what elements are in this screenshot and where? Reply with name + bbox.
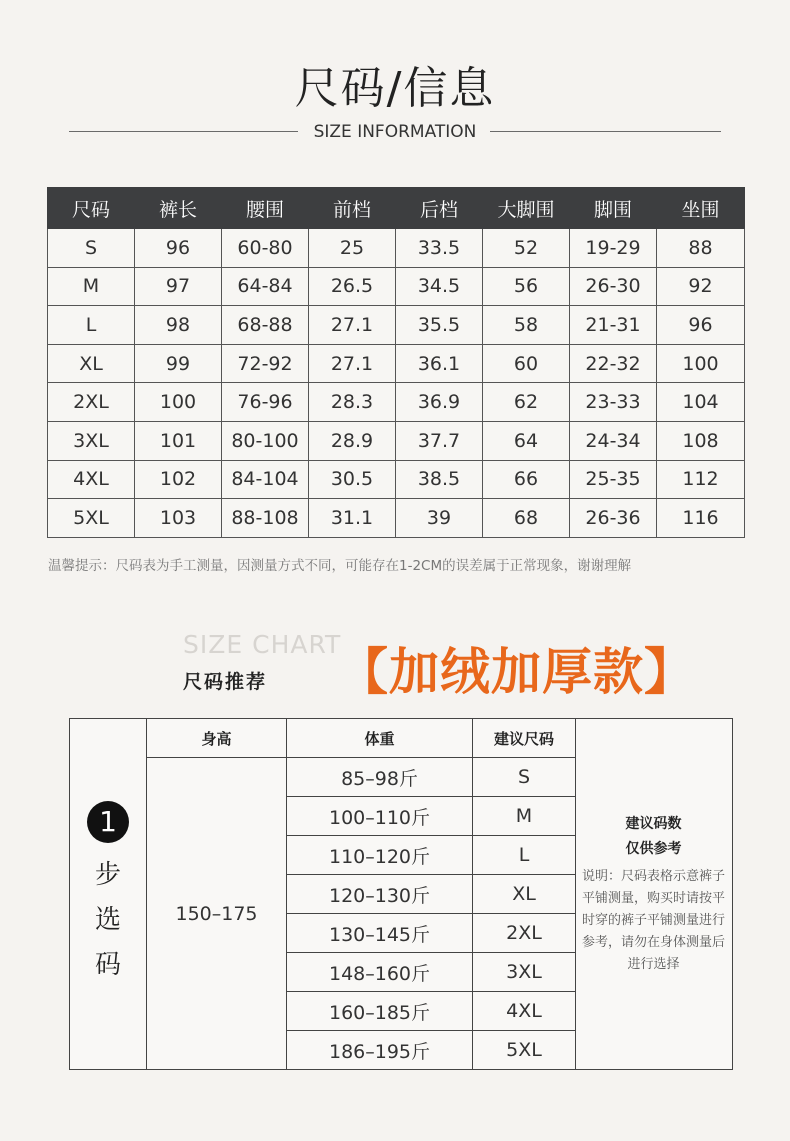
table-cell: 26-36 bbox=[570, 499, 657, 538]
table-cell: 84-104 bbox=[222, 460, 309, 499]
table-cell: 104 bbox=[657, 383, 745, 422]
table-row bbox=[48, 267, 745, 306]
size-cell: 4XL bbox=[473, 992, 576, 1031]
header-cell: 坐围 bbox=[657, 188, 745, 229]
size-recommendation-table bbox=[69, 718, 733, 1070]
table-cell: 76-96 bbox=[222, 383, 309, 422]
weight-cell: 148–160斤 bbox=[287, 953, 473, 992]
header-cell: 裤长 bbox=[135, 188, 222, 229]
step-char: 码 bbox=[94, 949, 121, 980]
note-subtitle: 仅供参考 bbox=[625, 841, 682, 857]
table-cell: 27.1 bbox=[309, 344, 396, 383]
table-cell: 4XL bbox=[48, 460, 135, 499]
table-cell: 2XL bbox=[48, 383, 135, 422]
step-number-badge: 1 bbox=[87, 801, 129, 843]
page-subtitle: SIZE INFORMATION bbox=[313, 122, 477, 142]
table-cell: 30.5 bbox=[309, 460, 396, 499]
table-cell: 72-92 bbox=[222, 344, 309, 383]
weight-cell: 110–120斤 bbox=[287, 836, 473, 875]
note-text: 说明：尺码表格示意裤子平铺测量，购买时请按平时穿的裤子平铺测量进行参考，请勿在身体测量后进行选择 bbox=[581, 869, 725, 972]
header-cell: 尺码 bbox=[48, 188, 135, 229]
table-cell: 37.7 bbox=[396, 421, 483, 460]
table-cell: 36.1 bbox=[396, 344, 483, 383]
size-recommend-label: 尺码推荐 bbox=[183, 671, 268, 693]
header-cell: 腰围 bbox=[222, 188, 309, 229]
size-header: 建议尺码 bbox=[473, 719, 576, 758]
table-cell: 52 bbox=[483, 229, 570, 268]
title-divider-right bbox=[490, 131, 721, 132]
size-cell: 3XL bbox=[473, 953, 576, 992]
table-row bbox=[48, 383, 745, 422]
page-title: 尺码/信息 bbox=[294, 63, 496, 114]
step-char: 选 bbox=[94, 904, 121, 935]
table-row bbox=[48, 306, 745, 345]
table-cell: 28.9 bbox=[309, 421, 396, 460]
table-cell: S bbox=[48, 229, 135, 268]
table-cell: 99 bbox=[135, 344, 222, 383]
size-cell: XL bbox=[473, 875, 576, 914]
table-cell: 108 bbox=[657, 421, 745, 460]
size-information-table bbox=[47, 187, 745, 538]
table-cell: 21-31 bbox=[570, 306, 657, 345]
table-cell: 64 bbox=[483, 421, 570, 460]
table-cell: 97 bbox=[135, 267, 222, 306]
table-row bbox=[48, 229, 745, 268]
table-cell: 27.1 bbox=[309, 306, 396, 345]
table-cell: 56 bbox=[483, 267, 570, 306]
table-cell: 112 bbox=[657, 460, 745, 499]
table-cell: 24-34 bbox=[570, 421, 657, 460]
table-row bbox=[48, 499, 745, 538]
table-cell: 98 bbox=[135, 306, 222, 345]
table-row bbox=[48, 421, 745, 460]
table-cell: 34.5 bbox=[396, 267, 483, 306]
size-cell: S bbox=[473, 758, 576, 797]
table-cell: 88 bbox=[657, 229, 745, 268]
weight-cell: 120–130斤 bbox=[287, 875, 473, 914]
table-cell: 68-88 bbox=[222, 306, 309, 345]
table-cell: 28.3 bbox=[309, 383, 396, 422]
table-cell: 38.5 bbox=[396, 460, 483, 499]
header-cell: 大脚围 bbox=[483, 188, 570, 229]
measurement-tip: 温馨提示：尺码表为手工测量，因测量方式不同，可能存在1-2CM的误差属于正常现象，谢谢理解 bbox=[48, 558, 632, 574]
weight-cell: 130–145斤 bbox=[287, 914, 473, 953]
header-cell: 脚围 bbox=[570, 188, 657, 229]
step-char: 步 bbox=[94, 859, 121, 890]
table-cell: 64-84 bbox=[222, 267, 309, 306]
table-cell: 80-100 bbox=[222, 421, 309, 460]
table-cell: 100 bbox=[657, 344, 745, 383]
table-cell: 102 bbox=[135, 460, 222, 499]
weight-cell: 186–195斤 bbox=[287, 1031, 473, 1070]
table-cell: L bbox=[48, 306, 135, 345]
table-cell: 62 bbox=[483, 383, 570, 422]
size-cell: 5XL bbox=[473, 1031, 576, 1070]
table-cell: 58 bbox=[483, 306, 570, 345]
table-cell: 22-32 bbox=[570, 344, 657, 383]
height-header: 身高 bbox=[147, 719, 287, 758]
step-one-cell bbox=[70, 719, 147, 1070]
table-cell: 88-108 bbox=[222, 499, 309, 538]
table-cell: 35.5 bbox=[396, 306, 483, 345]
table-cell: 101 bbox=[135, 421, 222, 460]
table-cell: 39 bbox=[396, 499, 483, 538]
table-cell: 60-80 bbox=[222, 229, 309, 268]
table-cell: 96 bbox=[135, 229, 222, 268]
table-cell: 36.9 bbox=[396, 383, 483, 422]
table-cell: 26.5 bbox=[309, 267, 396, 306]
table-cell: 5XL bbox=[48, 499, 135, 538]
recommend-header-row bbox=[70, 719, 733, 758]
table-cell: 25 bbox=[309, 229, 396, 268]
table-cell: 25-35 bbox=[570, 460, 657, 499]
table-cell: 100 bbox=[135, 383, 222, 422]
table-cell: 66 bbox=[483, 460, 570, 499]
table-cell: 96 bbox=[657, 306, 745, 345]
table-cell: 92 bbox=[657, 267, 745, 306]
weight-cell: 160–185斤 bbox=[287, 992, 473, 1031]
table-cell: 68 bbox=[483, 499, 570, 538]
table-cell: 33.5 bbox=[396, 229, 483, 268]
table-cell: XL bbox=[48, 344, 135, 383]
height-range-cell: 150–175 bbox=[147, 758, 287, 1070]
table-row bbox=[48, 460, 745, 499]
size-cell: L bbox=[473, 836, 576, 875]
size-chart-label: SIZE CHART bbox=[183, 630, 342, 659]
table-cell: 60 bbox=[483, 344, 570, 383]
size-cell: M bbox=[473, 797, 576, 836]
note-cell bbox=[576, 719, 733, 1070]
note-title: 建议码数 bbox=[625, 816, 682, 832]
size-table-header-row bbox=[48, 188, 745, 229]
header-cell: 后档 bbox=[396, 188, 483, 229]
table-cell: M bbox=[48, 267, 135, 306]
table-cell: 19-29 bbox=[570, 229, 657, 268]
product-variant-title: 【加绒加厚款】 bbox=[338, 643, 695, 701]
weight-cell: 100–110斤 bbox=[287, 797, 473, 836]
table-cell: 31.1 bbox=[309, 499, 396, 538]
table-cell: 23-33 bbox=[570, 383, 657, 422]
weight-header: 体重 bbox=[287, 719, 473, 758]
header-cell: 前档 bbox=[309, 188, 396, 229]
table-cell: 26-30 bbox=[570, 267, 657, 306]
table-cell: 3XL bbox=[48, 421, 135, 460]
weight-cell: 85–98斤 bbox=[287, 758, 473, 797]
size-cell: 2XL bbox=[473, 914, 576, 953]
size-table-body bbox=[48, 229, 745, 538]
table-row bbox=[48, 344, 745, 383]
table-cell: 116 bbox=[657, 499, 745, 538]
table-cell: 103 bbox=[135, 499, 222, 538]
